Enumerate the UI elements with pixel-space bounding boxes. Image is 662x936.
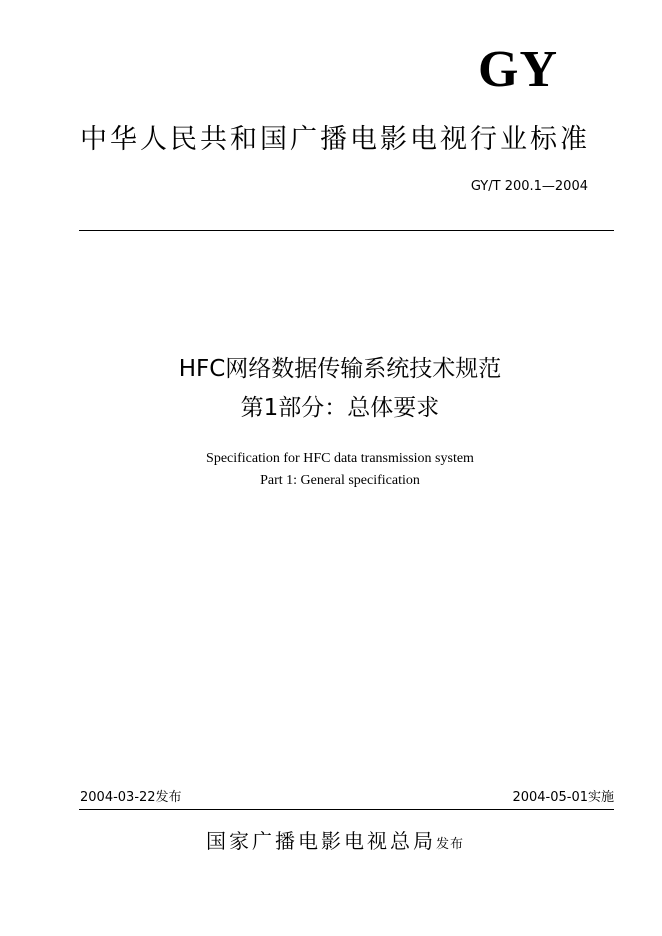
publish-date: 2004-03-22发布 xyxy=(80,790,182,805)
document-subtitle-cn: 第1部分：总体要求 xyxy=(240,395,440,421)
organization-title: 中华人民共和国广播电影电视行业标准 xyxy=(80,124,590,155)
publisher-name: 国家广播电影电视总局 xyxy=(205,829,436,853)
gy-logo: GY xyxy=(478,41,558,98)
document-subtitle-en: Part 1: General specification xyxy=(260,473,420,488)
standard-number: GY/T 200.1—2004 xyxy=(470,179,588,194)
document-title-en: Specification for HFC data transmission system xyxy=(206,451,474,466)
publisher-line xyxy=(80,826,590,860)
top-divider xyxy=(79,230,614,231)
document-title-cn: HFC网络数据传输系统技术规范 xyxy=(178,356,502,382)
publisher-suffix: 发布 xyxy=(435,837,464,852)
bottom-divider xyxy=(79,809,614,810)
implement-date: 2004-05-01实施 xyxy=(512,790,614,805)
